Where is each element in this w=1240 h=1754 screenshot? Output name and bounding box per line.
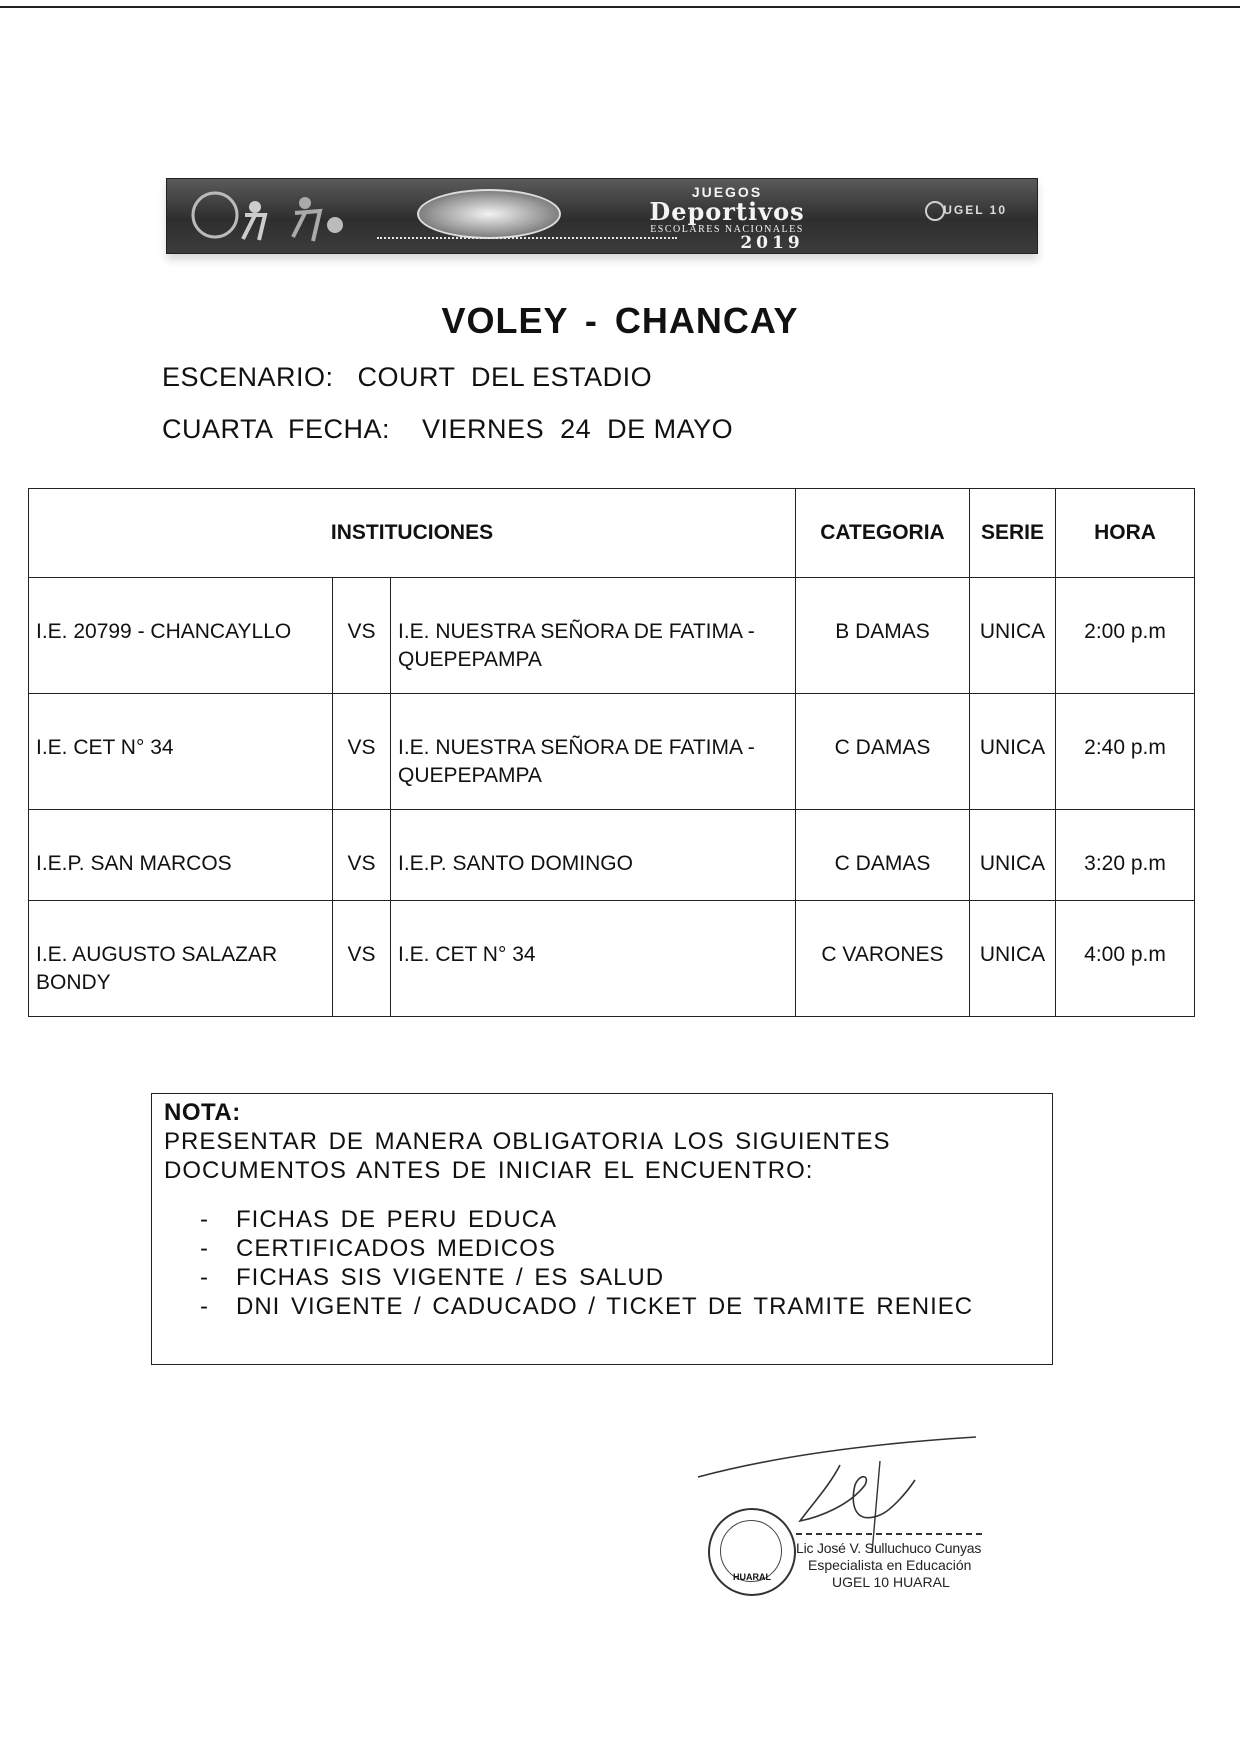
header-serie: SERIE xyxy=(970,489,1056,578)
header-categoria: CATEGORIA xyxy=(796,489,970,578)
required-documents-list xyxy=(164,1205,1040,1321)
athletes-illustration xyxy=(185,185,355,245)
match-time: 2:40 p.m xyxy=(1056,694,1195,810)
table-row xyxy=(29,810,1195,901)
visiting-team: I.E. NUESTRA SEÑORA DE FATIMA - QUEPEPAMPA xyxy=(391,694,796,810)
table-header-row xyxy=(29,489,1195,578)
local-team: I.E. 20799 - CHANCAYLLO xyxy=(29,578,333,694)
nota-box xyxy=(151,1093,1053,1365)
banner-slogan-line xyxy=(377,237,677,245)
vs-label: VS xyxy=(333,810,391,901)
match-time: 3:20 p.m xyxy=(1056,810,1195,901)
official-seal-icon xyxy=(708,1508,796,1596)
signer-role: Especialista en Educación xyxy=(808,1557,972,1573)
category: C DAMAS xyxy=(796,694,970,810)
series: UNICA xyxy=(970,578,1056,694)
date-line: CUARTA FECHA: VIERNES 24 DE MAYO xyxy=(162,414,734,444)
vs-label: VS xyxy=(333,694,391,810)
list-item: - FICHAS DE PERU EDUCA xyxy=(200,1205,1040,1234)
vs-label: VS xyxy=(333,578,391,694)
series: UNICA xyxy=(970,694,1056,810)
table-row xyxy=(29,901,1195,1017)
banner-deportivos: Deportivos xyxy=(649,197,805,226)
nota-title: NOTA: xyxy=(164,1099,241,1126)
local-team: I.E. CET N° 34 xyxy=(29,694,333,810)
banner-year: 2019 xyxy=(740,233,804,253)
emblem-icon xyxy=(417,189,561,239)
series: UNICA xyxy=(970,810,1056,901)
category: C VARONES xyxy=(796,901,970,1017)
visiting-team: I.E.P. SANTO DOMINGO xyxy=(391,810,796,901)
banner-ugel: UGEL 10 xyxy=(943,203,1007,217)
list-item: - DNI VIGENTE / CADUCADO / TICKET DE TRAMITE RENIEC xyxy=(200,1292,1040,1321)
signer-org: UGEL 10 HUARAL xyxy=(832,1574,950,1590)
event-banner xyxy=(166,178,1038,254)
match-schedule-table xyxy=(28,488,1195,1017)
visiting-team: I.E. NUESTRA SEÑORA DE FATIMA - QUEPEPAMPA xyxy=(391,578,796,694)
venue-line: ESCENARIO: COURT DEL ESTADIO xyxy=(162,362,653,392)
banner-escolares: ESCOLARES NACIONALES xyxy=(650,224,804,235)
list-item: - FICHAS SIS VIGENTE / ES SALUD xyxy=(200,1263,1040,1292)
page-title: VOLEY - CHANCAY xyxy=(441,300,799,341)
category: B DAMAS xyxy=(796,578,970,694)
banner-juegos: JUEGOS xyxy=(691,184,763,200)
match-time: 4:00 p.m xyxy=(1056,901,1195,1017)
table-row xyxy=(29,694,1195,810)
signature-block xyxy=(796,1540,996,1591)
visiting-team: I.E. CET N° 34 xyxy=(391,901,796,1017)
list-item: - CERTIFICADOS MEDICOS xyxy=(200,1234,1040,1263)
local-team: I.E.P. SAN MARCOS xyxy=(29,810,333,901)
table-row xyxy=(29,578,1195,694)
ugel-logo-icon xyxy=(925,201,945,221)
seal-text: HUARAL xyxy=(733,1572,771,1582)
match-time: 2:00 p.m xyxy=(1056,578,1195,694)
vs-label: VS xyxy=(333,901,391,1017)
category: C DAMAS xyxy=(796,810,970,901)
header-hora: HORA xyxy=(1056,489,1195,578)
top-rule xyxy=(0,6,1240,8)
signer-name: Lic José V. Sulluchuco Cunyas xyxy=(796,1540,982,1556)
signature-line xyxy=(796,1533,982,1535)
header-instituciones: INSTITUCIONES xyxy=(29,489,796,578)
local-team: I.E. AUGUSTO SALAZAR BONDY xyxy=(29,901,333,1017)
series: UNICA xyxy=(970,901,1056,1017)
nota-body: PRESENTAR DE MANERA OBLIGATORIA LOS SIGUIENTES DOCUMENTOS ANTES DE INICIAR EL ENCUENTRO: xyxy=(164,1128,891,1184)
